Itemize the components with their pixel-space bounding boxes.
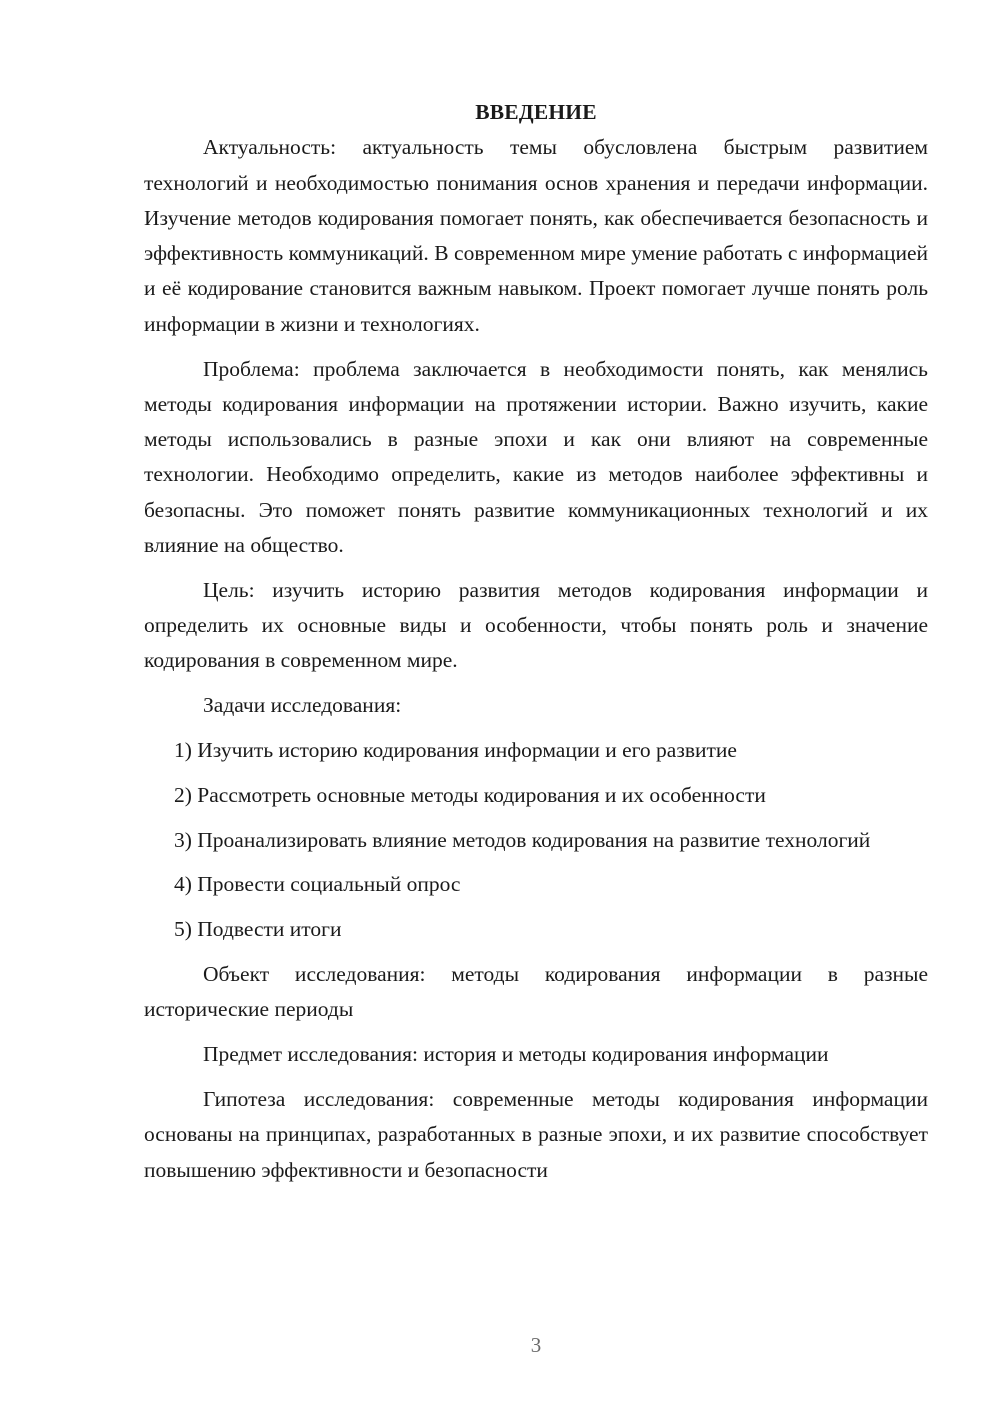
paragraph-relevance: Актуальность: актуальность темы обусловлена быстрым развитием технологий и необходимостью понимания основ хранения и передачи информации. Изучение методов кодирования помогает понять, как обеспечивается безопасность и эффективность коммуникаций. В современном мире умение работать с информацией и её кодирование становится важным навыком. Проект помогает лучше понять роль информации в жизни и технологиях. xyxy=(144,135,928,336)
paragraph-goal: Цель: изучить историю развития методов кодирования информации и определить их основные виды и особенности, чтобы понять роль и значение кодирования в современном мире. xyxy=(144,577,928,673)
section-title: ВВЕДЕНИЕ xyxy=(475,100,597,124)
page-number: 3 xyxy=(530,1333,542,1357)
paragraph-object: Объект исследования: методы кодирования информации в разные исторические периоды xyxy=(144,962,928,1022)
paragraph-hypothesis: Гипотеза исследования: современные методы кодирования информации основаны на принципах, разработанных в разные эпохи, и их развитие способствует повышению эффективности и безопасности xyxy=(144,1086,928,1182)
paragraph-subject: Предмет исследования: история и методы кодирования информации xyxy=(203,1042,829,1067)
tasks-heading: Задачи исследования: xyxy=(203,693,402,718)
task-item-2: 2) Рассмотреть основные методы кодирования и их особенности xyxy=(174,782,766,807)
task-item-1: 1) Изучить историю кодирования информации и его развитие xyxy=(174,738,737,763)
page-content xyxy=(144,95,928,1188)
task-item-5: 5) Подвести итоги xyxy=(174,917,342,942)
task-item-4: 4) Провести социальный опрос xyxy=(174,872,461,897)
task-item-3: 3) Проанализировать влияние методов кодирования на развитие технологий xyxy=(174,827,871,852)
paragraph-problem: Проблема: проблема заключается в необходимости понять, как менялись методы кодирования информации на протяжении истории. Важно изучить, какие методы использовались в разные эпохи и как они влияют на современные технологии. Необходимо определить, какие из методов наиболее эффективны и безопасны. Это поможет понять развитие коммуникационных технологий и их влияние на общество. xyxy=(144,356,928,558)
